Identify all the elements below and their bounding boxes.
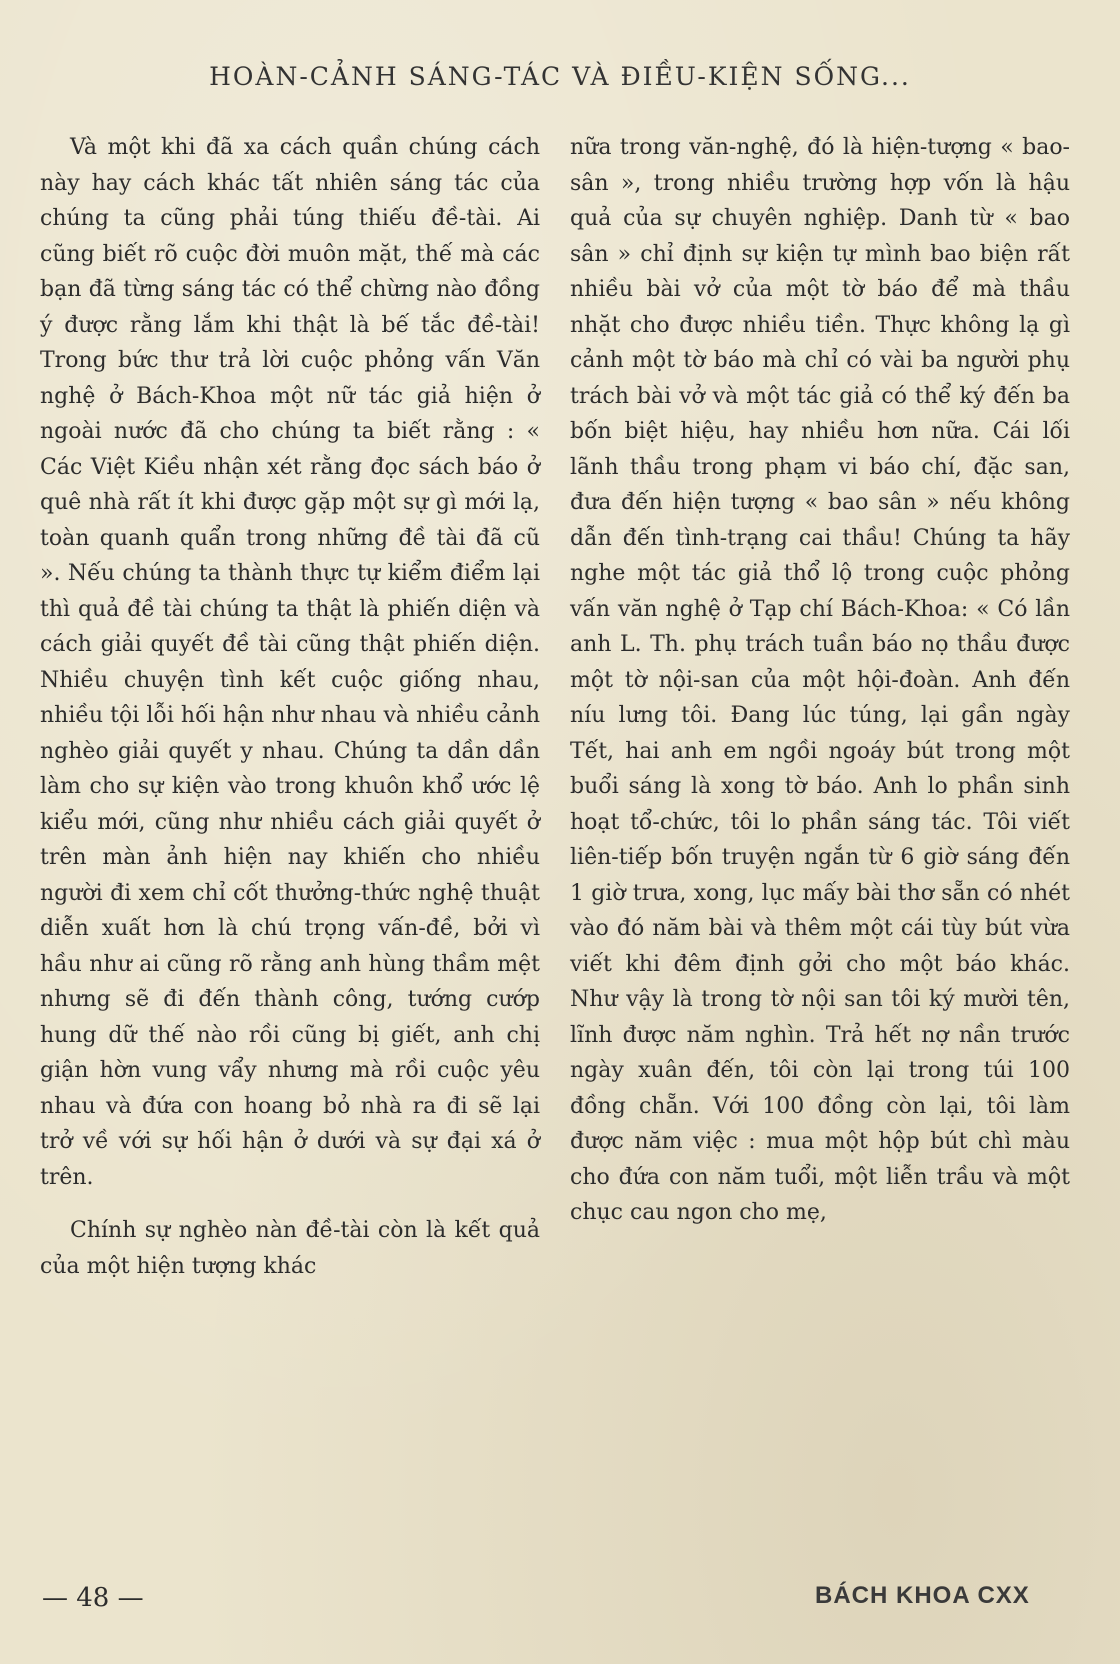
page-number: — 48 — [42, 1583, 144, 1613]
left-column [40, 130, 540, 1284]
left-paragraph-1: Và một khi đã xa cách quần chúng cách này hay cách khác tất nhiên sáng tác của chúng ta cũng phải túng thiếu đề-tài. Ai cũng biết rõ cuộc đời muôn mặt, thế mà các bạn đã từng sáng tác có thể chừng nào đồng ý được rằng lắm khi thật là bế tắc đề-tài! Trong bức thư trả lời cuộc phỏng vấn Văn nghệ ở Bách-Khoa một nữ tác giả hiện ở ngoài nước đã cho chúng ta biết rằng : « Các Việt Kiều nhận xét rằng đọc sách báo ở quê nhà rất ít khi được gặp một sự gì mới lạ, toàn quanh quẩn trong những đề tài đã cũ ». Nếu chúng ta thành thực tự kiểm điểm lại thì quả đề tài chúng ta thật là phiến diện và cách giải quyết đề tài cũng thật phiến diện. Nhiều chuyện tình kết cuộc giống nhau, nhiều tội lỗi hối hận như nhau và nhiều cảnh nghèo giải quyết y nhau. Chúng ta dần dần làm cho sự kiện vào trong khuôn khổ ước lệ kiểu mới, cũng như nhiều cách giải quyết ở trên màn ảnh hiện nay khiến cho nhiều người đi xem chỉ cốt thưởng-thức nghệ thuật diễn xuất hơn là chú trọng vấn-đề, bởi vì hầu như ai cũng rõ rằng anh hùng thầm mệt nhưng sẽ đi đến thành công, tướng cướp hung dữ thế nào rồi cũng bị giết, anh chị giận hờn vung vẩy nhưng mà rồi cuộc yêu nhau và đứa con hoang bỏ nhà ra đi sẽ lại trở về với sự hối hận ở dưới và sự đại xá ở trên. [40, 135, 540, 1190]
left-paragraph-2: Chính sự nghèo nàn đề-tài còn là kết quả của một hiện tượng khác [40, 1218, 540, 1279]
running-title: HOÀN-CẢNH SÁNG-TÁC VÀ ĐIỀU-KIỆN SỐNG... [209, 62, 911, 91]
journal-name: BÁCH KHOA CXX [815, 1582, 1030, 1609]
right-paragraph-1: nữa trong văn-nghệ, đó là hiện-tượng « bao-sân », trong nhiều trường hợp vốn là hậu quả của sự chuyên nghiệp. Danh từ « bao sân » chỉ định sự kiện tự mình bao biện rất nhiều bài vở của một tờ báo để mà thầu nhặt cho được nhiều tiền. Thực không lạ gì cảnh một tờ báo mà chỉ có vài ba người phụ trách bài vở và một tác giả có thể ký đến ba bốn biệt hiệu, hay nhiều hơn nữa. Cái lối lãnh thầu trong phạm vi báo chí, đặc san, đưa đến hiện tượng « bao sân » nếu không dẫn đến tình-trạng cai thầu! Chúng ta hãy nghe một tác giả thổ lộ trong cuộc phỏng vấn văn nghệ ở Tạp chí Bách-Khoa: « Có lần anh L. Th. phụ trách tuần báo nọ thầu được một tờ nội-san của một hội-đoàn. Anh đến níu lưng tôi. Đang lúc túng, lại gần ngày Tết, hai anh em ngồi ngoáy bút trong một buổi sáng là xong tờ báo. Anh lo phần sinh hoạt tổ-chức, tôi lo phần sáng tác. Tôi viết liên-tiếp bốn truyện ngắn từ 6 giờ sáng đến 1 giờ trưa, xong, lục mấy bài thơ sẵn có nhét vào đó năm bài và thêm một cái tùy bút vừa viết khi đêm định gởi cho một báo khác. Như vậy là trong tờ nội san tôi ký mười tên, lĩnh được năm nghìn. Trả hết nợ nần trước ngày xuân đến, tôi còn lại trong túi 100 đồng chẵn. Với 100 đồng còn lại, tôi làm được năm việc : mua một hộp bút chì màu cho đứa con năm tuổi, một liễn trầu và một chục cau ngon cho mẹ, [570, 135, 1070, 1225]
right-column [570, 130, 1070, 1231]
